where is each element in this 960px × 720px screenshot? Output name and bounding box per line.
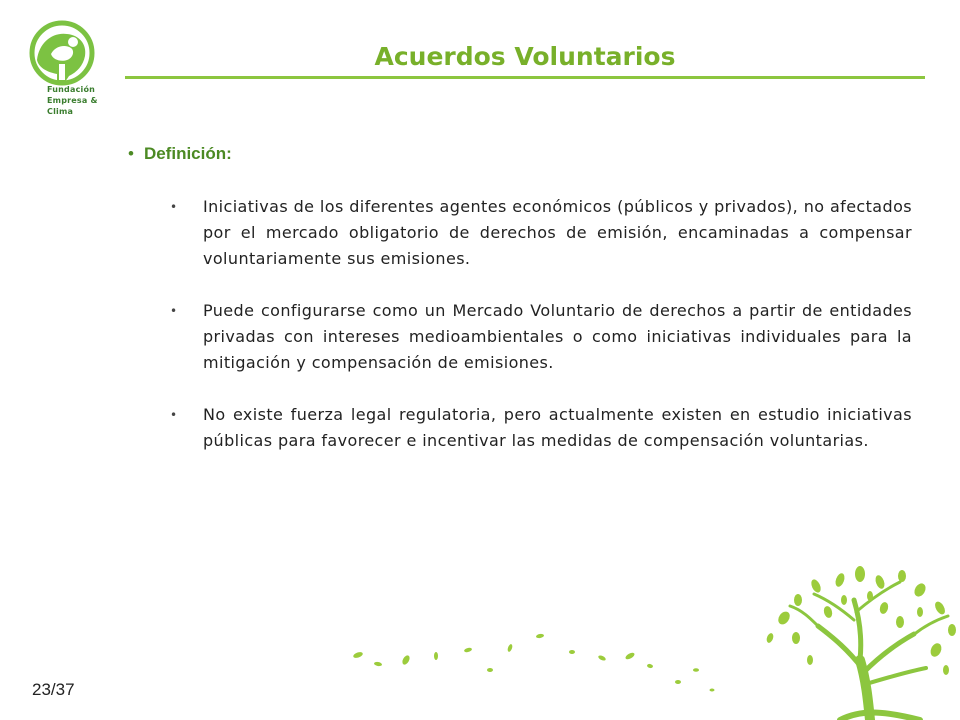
decorative-tree-illustration [340, 560, 960, 720]
bullet-item [170, 298, 912, 376]
title-underline [125, 76, 925, 79]
bullet-text: Puede configurarse como un Mercado Voluntario de derechos a partir de entidades privadas con intereses medioambientales o como iniciativas individuales para la mitigación y compensación de emisiones. [203, 301, 912, 372]
definition-heading [128, 144, 232, 164]
logo-line-2: Empresa & [47, 96, 98, 105]
page-number: 23/37 [32, 680, 75, 699]
logo-wordmark [47, 84, 98, 117]
bullet-text: No existe fuerza legal regulatoria, pero actualmente existen en estudio iniciativas públicas para favorecer e incentivar las medidas de compensación voluntarias. [203, 405, 912, 450]
bullet-dot: • [170, 304, 178, 318]
logo-line-3: Clima [47, 107, 74, 116]
bullet-item [170, 194, 912, 272]
logo-line-1: Fundación [47, 85, 96, 94]
heading-bullet: • [128, 144, 134, 163]
definition-label: Definición: [143, 144, 232, 163]
bullet-list [170, 194, 912, 480]
bullet-item [170, 402, 912, 454]
bullet-dot: • [170, 408, 178, 422]
bullet-text: Iniciativas de los diferentes agentes económicos (públicos y privados), no afectados por el mercado obligatorio de derechos de emisión, encaminadas a compensar voluntariamente sus emisiones. [203, 197, 912, 268]
bullet-dot: • [170, 200, 178, 214]
slide-title: Acuerdos Voluntarios [374, 42, 676, 71]
